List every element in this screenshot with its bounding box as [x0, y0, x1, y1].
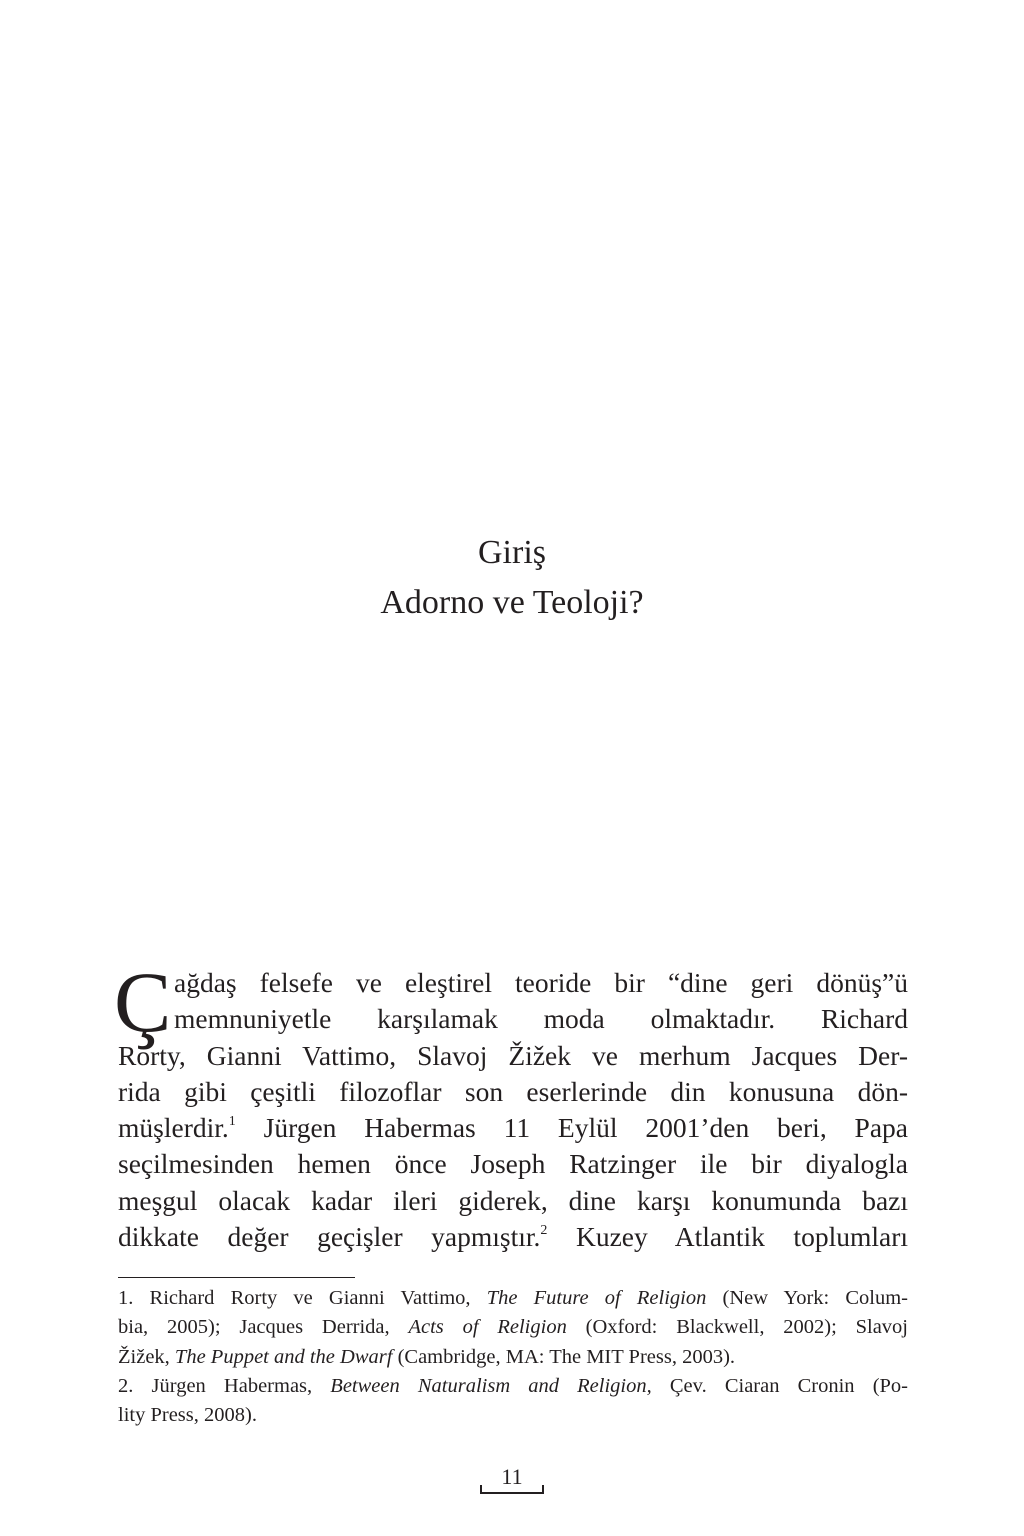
footnote-text: (Cambridge, MA: The MIT Press, 2003). [392, 1345, 736, 1368]
footnote-1-line [118, 1343, 908, 1372]
footnote-1-line [118, 1313, 908, 1342]
footnote-text: 2. Jürgen Habermas, [118, 1374, 331, 1397]
footnote-ref: 2 [540, 1223, 548, 1239]
footnote-book-title: Acts of Religion [408, 1316, 567, 1339]
footnote-2-line [118, 1372, 908, 1401]
chapter-heading [0, 528, 1024, 628]
page-number-bracket-right [542, 1485, 544, 1493]
page-number: 11 [501, 1464, 523, 1489]
footnote-divider [118, 1277, 355, 1278]
body-line-with-ref [118, 1110, 908, 1146]
footnote-text: Çev. Ciaran Cronin (Po- [651, 1374, 908, 1397]
page-number-bracket-left [480, 1485, 482, 1493]
drop-cap: Ç [114, 954, 172, 1050]
footnote-2-line: lity Press, 2008). [118, 1404, 257, 1427]
footnote-text: 1. Richard Rorty ve Gianni Vattimo, [118, 1287, 487, 1309]
body-line-part: dikkate değer geçişler yapmıştır. [118, 1221, 541, 1253]
body-line: seçilmesinden hemen önce Joseph Ratzinger ile bir diyalogla [118, 1148, 908, 1180]
page-number-underline [480, 1492, 544, 1494]
chapter-title: Giriş [478, 534, 546, 571]
body-line: rida gibi çeşitli filozoflar son eserlerinde din konusuna dön- [118, 1075, 908, 1107]
footnote-text: (New York: Colum- [706, 1287, 909, 1309]
chapter-subtitle: Adorno ve Teoloji? [380, 584, 644, 621]
footnote-1-line [118, 1284, 908, 1313]
body-line-part: Kuzey Atlantik toplumları [547, 1221, 908, 1253]
body-line: ağdaş felsefe ve eleştirel teoride bir “dine geri dönüş”ü [174, 967, 908, 998]
footnotes [118, 1284, 908, 1430]
body-line-part: Jürgen Habermas 11 Eylül 2001’den beri, Papa [235, 1112, 908, 1144]
body-line: Rorty, Gianni Vattimo, Slavoj Žižek ve merhum Jacques Der- [118, 1039, 908, 1071]
footnote-text: bia, 2005); Jacques Derrida, [118, 1316, 409, 1339]
body-line: memnuniyetle karşılamak moda olmaktadır. Richard [174, 1003, 908, 1035]
footnote-book-title: The Future of Religion [486, 1287, 707, 1309]
footnote-ref: 1 [228, 1114, 236, 1130]
body-line-part: müşlerdir. [118, 1112, 229, 1144]
body-line: meşgul olacak kadar ileri giderek, dine karşı konumunda bazı [118, 1184, 908, 1216]
footnote-text: (Oxford: Blackwell, 2002); Slavoj [566, 1316, 909, 1339]
footnote-book-title: Between Naturalism and Religion, [330, 1374, 652, 1397]
body-paragraph [114, 954, 908, 1255]
footnote-text: Žižek, [118, 1345, 175, 1368]
footnote-book-title: The Puppet and the Dwarf [174, 1345, 393, 1368]
body-line-with-ref [118, 1219, 908, 1255]
